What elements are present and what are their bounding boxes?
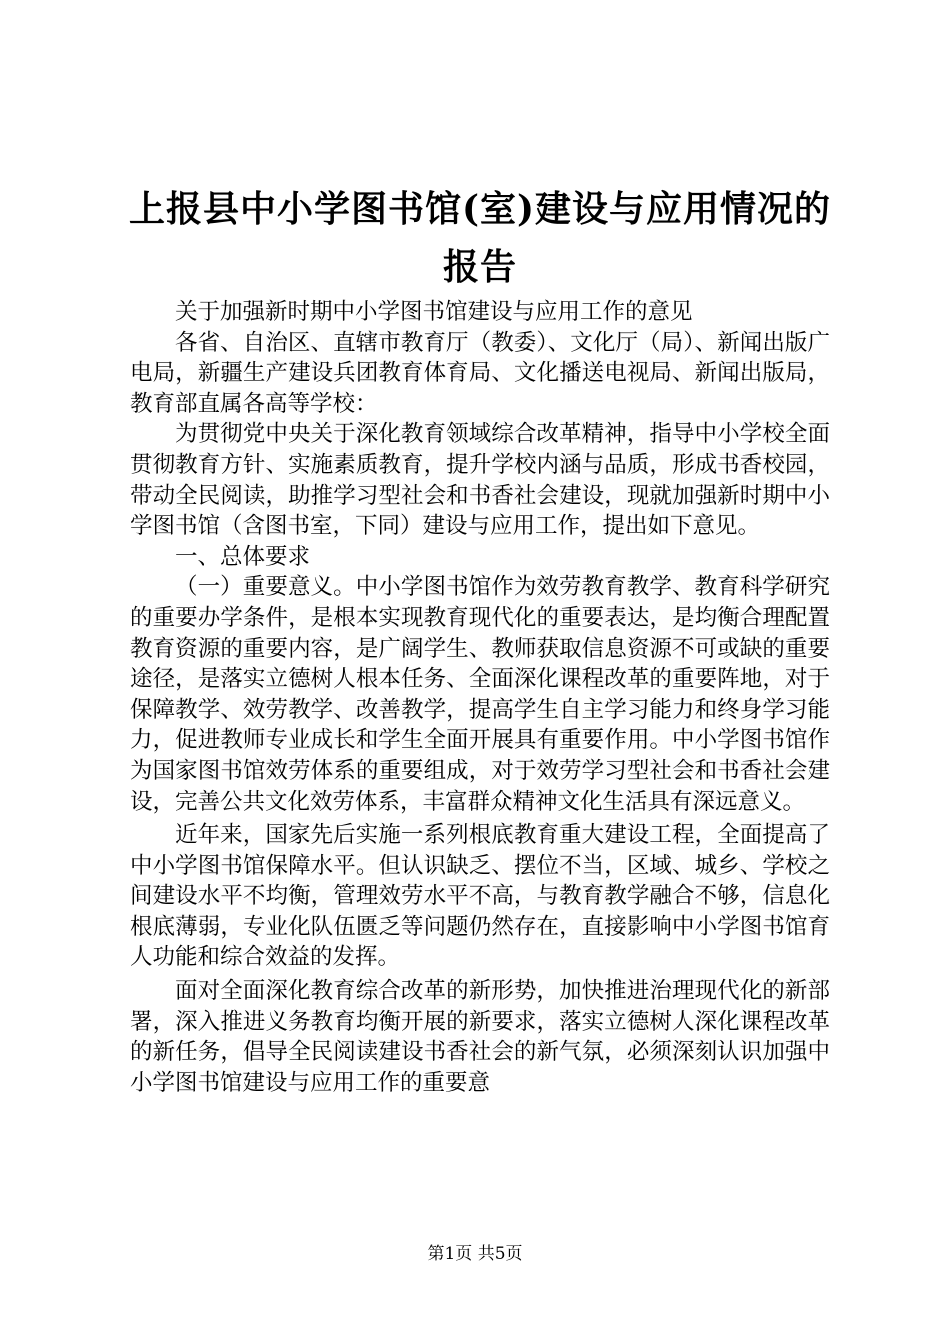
document-title: 上报县中小学图书馆(室)建设与应用情况的报告: [128, 188, 832, 288]
document-body: [130, 297, 830, 1098]
paragraph-recent-years: 近年来，国家先后实施一系列根底教育重大建设工程，全面提高了中小学图书馆保障水平。但认识缺乏、摆位不当，区域、城乡、学校之间建设水平不均衡，管理效劳水平不高，与教育教学融合不够，信息化根底薄弱，专业化队伍匮乏等问题仍然存在，直接影响中小学图书馆育人功能和综合效益的发挥。: [130, 822, 830, 971]
page-number-footer: 第1页 共5页: [427, 1244, 523, 1264]
paragraph-significance: （一）重要意义。中小学图书馆作为效劳教育教学、教育科学研究的重要办学条件，是根本实现教育现代化的重要表达，是均衡合理配置教育资源的重要内容，是广阔学生、教师获取信息资源不可或缺的重要途径，是落实立德树人根本任务、全面深化课程改革的重要阵地，对于保障教学、效劳教学、改善教学，提高学生自主学习能力和终身学习能力，促进教师专业成长和学生全面开展具有重要作用。中小学图书馆作为国家图书馆效劳体系的重要组成，对于效劳学习型社会和书香社会建设，完善公共文化效劳体系，丰富群众精神文化生活具有深远意义。: [130, 574, 830, 815]
paragraph-heading-opinion: 关于加强新时期中小学图书馆建设与应用工作的意见: [175, 299, 693, 325]
paragraph-addressees: 各省、自治区、直辖市教育厅（教委）、文化厅（局）、新闻出版广电局，新疆生产建设兵团教育体育局、文化播送电视局、新闻出版局，教育部直属各高等学校：: [130, 329, 830, 417]
paragraph-new-situation: 面对全面深化教育综合改革的新形势，加快推进治理现代化的新部署，深入推进义务教育均衡开展的新要求，落实立德树人深化课程改革的新任务，倡导全民阅读建设书香社会的新气氛，必须深刻认识加强中小学图书馆建设与应用工作的重要意: [130, 978, 830, 1096]
section-heading-general-requirements: 一、总体要求: [175, 543, 311, 570]
paragraph-purpose: 为贯彻党中央关于深化教育领域综合改革精神，指导中小学校全面贯彻教育方针、实施素质教育，提升学校内涵与品质，形成书香校园，带动全民阅读，助推学习型社会和书香社会建设，现就加强新时期中小学图书馆（含图书室，下同）建设与应用工作，提出如下意见。: [130, 421, 830, 540]
